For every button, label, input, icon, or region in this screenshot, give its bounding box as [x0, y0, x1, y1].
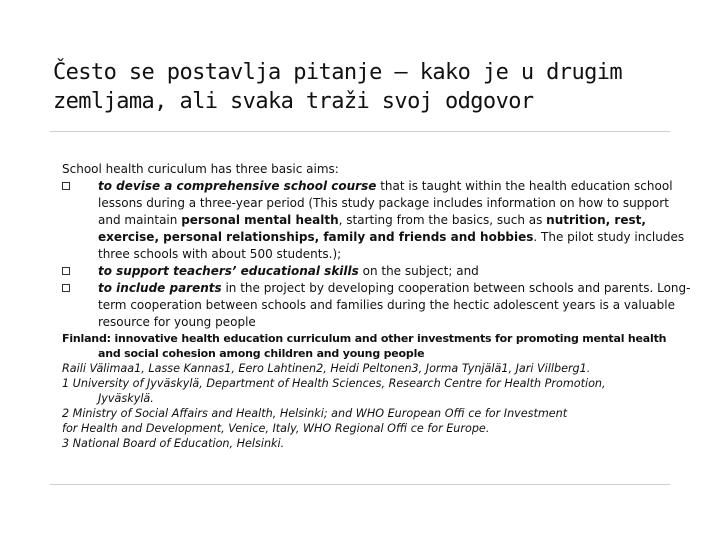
slide-body — [62, 161, 692, 451]
slide-title-line-2: zemljama, ali svaka traži svoj odgovor — [53, 89, 534, 114]
slide-title-line-1: Često se postavlja pitanje – kako je u drugim — [53, 60, 623, 85]
square-bullet-icon — [62, 284, 70, 292]
affiliation-2: 2 Ministry of Social Affairs and Health, Helsinki; and WHO European Offi ce for Investment — [62, 407, 568, 420]
intro-text: School health curiculum has three basic aims: — [62, 162, 339, 176]
aim-1-text-b: , starting from the basics, such as — [338, 213, 547, 227]
finland-source-line-2: and social cohesion among children and young people — [98, 347, 425, 360]
affiliation-3: 3 National Board of Education, Helsinki. — [62, 437, 285, 450]
aim-1-bold-a: personal mental health — [181, 213, 339, 227]
aim-1-lead: to devise a comprehensive school course — [98, 179, 377, 193]
square-bullet-icon — [62, 267, 70, 275]
aim-1-text-a: that is taught within the health education school lessons during a three-year period (This study package includes information on how to support and maintain — [98, 179, 673, 227]
affiliation-1-cont: Jyväskylä. — [98, 392, 154, 405]
finland-source-line-1: Finland: innovative health education curriculum and other investments for promoting mental health — [62, 332, 667, 345]
reference-block — [62, 331, 692, 451]
aim-3-lead: to include parents — [98, 281, 222, 295]
aim-3-text: in the project by developing cooperation between schools and parents. Long-term cooperation between schools and families during the hectic adolescent years is a valuable resource for young people — [98, 281, 691, 329]
square-bullet-icon — [62, 182, 70, 190]
affiliation-1: 1 University of Jyväskylä, Department of Health Sciences, Research Centre for Health Promotion, — [62, 377, 606, 390]
top-divider — [50, 131, 670, 132]
affiliation-2-cont: for Health and Development, Venice, Italy, WHO Regional Offi ce for Europe. — [62, 422, 490, 435]
authors-line: Raili Välimaa1, Lasse Kannas1, Eero Lahtinen2, Heidi Peltonen3, Jorma Tynjälä1, Jari Villberg1. — [62, 362, 591, 375]
aim-item-2 — [62, 263, 692, 280]
aim-item-1 — [62, 178, 692, 263]
aim-item-3 — [62, 280, 692, 331]
slide-title — [53, 58, 693, 116]
finland-source-title — [62, 331, 692, 361]
bottom-divider — [50, 484, 670, 485]
aim-1-bold-b: nutrition, rest, exercise, personal relationships, family and friends and hobbies — [98, 213, 646, 244]
aim-2-lead: to support teachers’ educational skills — [98, 264, 359, 278]
aim-1-text-c: . The pilot study includes three schools with about 500 students.); — [98, 230, 685, 261]
aim-2-text: on the subject; and — [358, 264, 479, 278]
